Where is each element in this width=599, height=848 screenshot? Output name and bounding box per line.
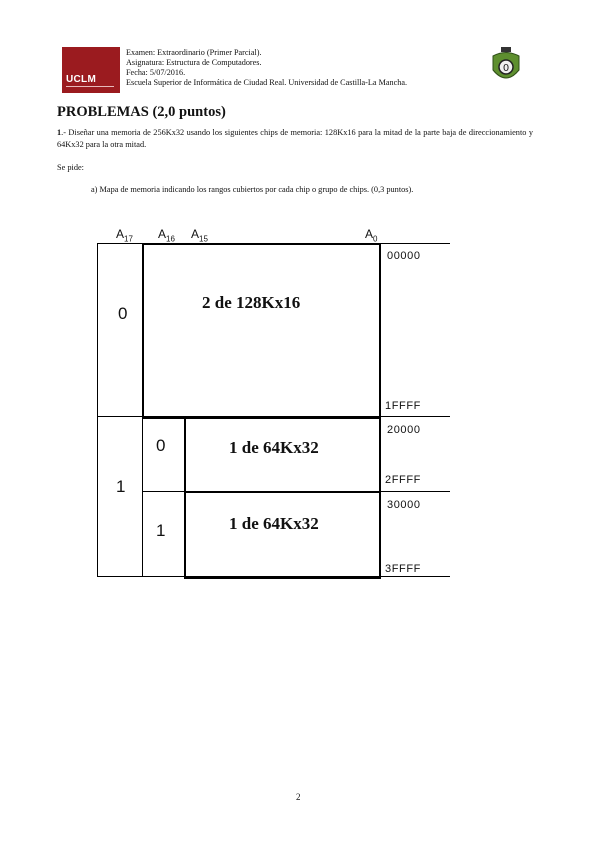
label-a16: $A_{16}$: [158, 227, 175, 244]
a16-value-1: 1: [156, 521, 166, 540]
label-a17: $A_{17}$: [116, 227, 133, 244]
label-a0: $A_0$: [365, 227, 378, 244]
page-number: 2: [296, 792, 301, 802]
a16-value-0: 0: [156, 436, 166, 455]
problem-number: 1: [57, 128, 62, 137]
label-a15: $A_{15}$: [191, 227, 208, 244]
problem-statement: [57, 127, 533, 150]
chip-block-64k-b: [184, 491, 381, 579]
addr-30000: 30000: [387, 499, 421, 511]
chip-label-64k-a: 1 de 64Kx32: [229, 438, 319, 457]
item-a-text: a) Mapa de memoria indicando los rangos cubiertos por cada chip o grupo de chips. (0,3 puntos).: [91, 185, 414, 194]
header-exam: Examen: Extraordinario (Primer Parcial).: [126, 48, 262, 57]
chip-label-64k-b: 1 de 64Kx32: [229, 514, 319, 533]
addr-00000: 00000: [387, 250, 421, 262]
uclm-logo: [62, 47, 120, 93]
section-title: PROBLEMAS (2,0 puntos): [57, 104, 226, 120]
problem-text: .- Diseñar una memoria de 256Kx32 usando los siguientes chips de memoria: 128Kx16 para la mitad de la parte baja de direccionamiento y 64Kx32 para la otra mitad.: [57, 128, 533, 149]
school-seal-icon: [490, 46, 522, 86]
uclm-logo-text: UCLM: [66, 74, 97, 85]
addr-20000: 20000: [387, 424, 421, 436]
chip-block-128k: [142, 243, 381, 419]
header-date: Fecha: 5/07/2016.: [126, 68, 186, 77]
addr-1ffff: 1FFFF: [385, 400, 421, 412]
a17-value-1: 1: [116, 477, 126, 496]
header-school: Escuela Superior de Informática de Ciudad Real. Universidad de Castilla-La Mancha.: [126, 78, 408, 87]
svg-text:0: 0: [502, 63, 510, 74]
left-line: [97, 243, 98, 577]
addr-2ffff: 2FFFF: [385, 474, 421, 486]
header-subject: Asignatura: Estructura de Computadores.: [126, 58, 262, 67]
chip-block-64k-a: [184, 416, 381, 493]
chip-label-128k: 2 de 128Kx16: [202, 293, 301, 312]
a17-value-0: 0: [118, 304, 128, 323]
a16-column-line: [142, 416, 143, 577]
addr-3ffff: 3FFFF: [385, 563, 421, 575]
se-pide-label: Se pide:: [57, 163, 84, 172]
